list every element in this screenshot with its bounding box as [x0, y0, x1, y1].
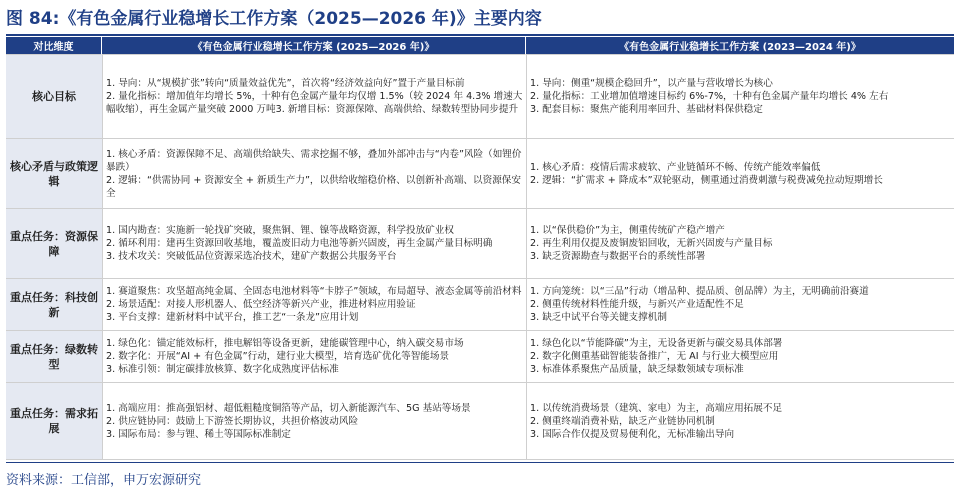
- cell-line: 3. 标准引领：制定碳排放核算、数字化成熟度评估标准: [106, 364, 339, 375]
- cell-line: 2. 循环利用：建再生资源回收基地，覆盖废旧动力电池等新兴固废，再生金属产量目标明确: [106, 238, 493, 249]
- row-dimension-resource-security: 重点任务：资源保障: [6, 209, 102, 279]
- cell-old-resource-security: [526, 209, 954, 279]
- source-note: 资料来源：工信部，申万宏源研究: [6, 473, 202, 488]
- cell-line: 3. 国际合作仅提及贸易便利化，无标准输出导向: [530, 428, 735, 440]
- cell-new-core-contradiction: [102, 139, 526, 209]
- cell-line: 2. 逻辑：“扩需求 + 降成本”双轮驱动，侧重通过消费刺激与税费减免拉动短期增长: [530, 174, 883, 186]
- cell-line: 2. 供应链协同：鼓励上下游签长期协议，共担价格波动风险: [106, 415, 359, 427]
- cell-old-tech-innovation: [526, 279, 954, 331]
- cell-line: 3. 标准体系聚焦产品质量，缺乏绿数领域专项标准: [530, 364, 744, 375]
- row-dimension-core-contradiction: 核心矛盾与政策逻辑: [6, 139, 102, 209]
- cell-line: 2. 侧重传统材料性能升级，与新兴产业适配性不足: [530, 299, 744, 310]
- cell-line: 2. 量化指标：增加值年均增长 5%，十种有色金属产量年均仅增 1.5%（较 2024 年 4.3% 增速大幅收缩），再生金属产量突破 2000 万吨3. 新增目标：资源保障、高端供给、绿数转型协同步提升: [106, 91, 523, 115]
- cell-line: 1. 赛道聚焦：攻坚超高纯金属、全固态电池材料等“卡脖子”领域，布局超导、液态金属等前沿材料: [106, 286, 522, 297]
- cell-line: 1. 方向笼统：以“三品”行动（增品种、提品质、创品牌）为主，无明确前沿赛道: [530, 286, 869, 297]
- cell-line: 3. 国际布局：参与锂、稀土等国际标准制定: [106, 428, 291, 440]
- cell-line: 3. 缺乏中试平台等关键支撑机制: [530, 312, 667, 323]
- cell-line: 3. 缺乏资源勘查与数据平台的系统性部署: [530, 251, 706, 262]
- cell-line: 3. 平台支撑：建新材料中试平台，推工艺“一条龙”应用计划: [106, 312, 359, 323]
- comparison-table: [6, 37, 954, 460]
- row-dimension-core-goal: 核心目标: [6, 55, 102, 139]
- cell-line: 1. 高端应用：推高强铝材、超低粗糙度铜箔等产品，切入新能源汽车、5G 基站等场景: [106, 402, 471, 414]
- row-dimension-green-digital: 重点任务：绿数转型: [6, 331, 102, 383]
- cell-line: 2. 再生利用仅提及废铜废铝回收，无新兴固废与产量目标: [530, 238, 773, 249]
- cell-line: 1. 绿色化：锚定能效标杆，推电解铝等设备更新，建能碳管理中心，纳入碳交易市场: [106, 338, 464, 349]
- header-dimension: 对比维度: [6, 37, 102, 55]
- cell-line: 2. 量化指标：工业增加值增速目标约 6%-7%，十种有色金属产量年均增长 4% 左右: [530, 91, 889, 102]
- cell-new-green-digital: [102, 331, 526, 383]
- cell-line: 2. 数字化：开展“AI + 有色金属”行动，建行业大模型，培育选矿优化等智能场景: [106, 351, 450, 362]
- cell-line: 1. 以传统消费场景（建筑、家电）为主，高端应用拓展不足: [530, 402, 783, 414]
- cell-line: 2. 数字化侧重基础智能装备推广，无 AI 与行业大模型应用: [530, 351, 779, 362]
- bottom-rule: [6, 462, 954, 463]
- cell-old-demand-expansion: [526, 383, 954, 460]
- row-dimension-demand-expansion: 重点任务：需求拓展: [6, 383, 102, 460]
- cell-line: 1. 国内勘查：实施新一轮找矿突破，聚焦铜、锂、镍等战略资源，科学投放矿业权: [106, 225, 454, 236]
- cell-line: 3. 配套目标：聚焦产能利用率回升、基础材料保供稳定: [530, 104, 763, 115]
- cell-line: 2. 逻辑：“供需协同 + 资源安全 + 新质生产力”，以供给收缩稳价格、以创新补高端、以资源保安全: [106, 174, 521, 199]
- cell-old-green-digital: [526, 331, 954, 383]
- cell-line: 1. 核心矛盾：资源保障不足、高端供给缺失、需求挖掘不够，叠加外部冲击与“内卷”风险（如锂价暴跌）: [106, 148, 522, 173]
- header-new-plan: 《有色金属行业稳增长工作方案 (2025—2026 年)》: [102, 37, 526, 55]
- cell-line: 2. 侧重终端消费补贴，缺乏产业链协同机制: [530, 415, 715, 427]
- cell-line: 1. 核心矛盾：疫情后需求疲软、产业链循环不畅、传统产能效率偏低: [530, 161, 821, 173]
- cell-old-core-contradiction: [526, 139, 954, 209]
- figure-title: 图 84:《有色金属行业稳增长工作方案（2025—2026 年)》主要内容: [6, 9, 542, 29]
- cell-line: 3. 技术攻关：突破低品位资源采选冶技术，建矿产数据公共服务平台: [106, 251, 397, 262]
- cell-line: 1. 导向：侧重“规模企稳回升”，以产量与营收增长为核心: [530, 78, 773, 89]
- cell-new-demand-expansion: [102, 383, 526, 460]
- cell-new-tech-innovation: [102, 279, 526, 331]
- cell-line: 1. 导向：从“规模扩张”转向“质量效益优先”，首次将“经济效益向好”置于产量目标前: [106, 78, 465, 89]
- cell-old-core-goal: [526, 55, 954, 139]
- header-old-plan: 《有色金属行业稳增长工作方案 (2023—2024 年)》: [526, 37, 954, 55]
- cell-line: 2. 场景适配：对接人形机器人、低空经济等新兴产业，推进材料应用验证: [106, 299, 416, 310]
- cell-new-core-goal: [102, 55, 526, 139]
- cell-new-resource-security: [102, 209, 526, 279]
- cell-line: 1. 绿色化以“节能降碳”为主，无设备更新与碳交易具体部署: [530, 338, 783, 349]
- cell-line: 1. 以“保供稳价”为主，侧重传统矿产稳产增产: [530, 225, 725, 236]
- title-rule: [6, 34, 954, 36]
- row-dimension-tech-innovation: 重点任务：科技创新: [6, 279, 102, 331]
